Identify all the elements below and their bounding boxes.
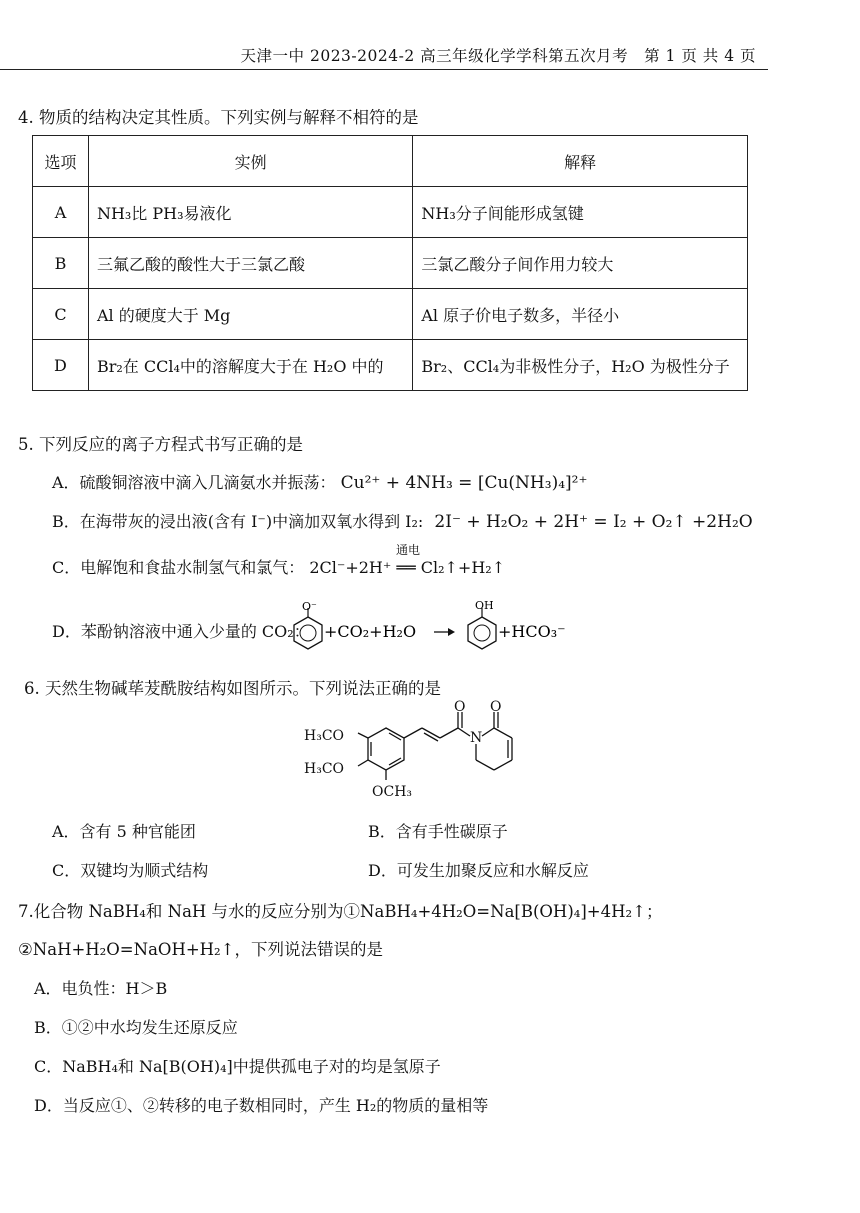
row-option: D <box>33 340 89 391</box>
methoxy-label-1: H₃CO <box>304 728 345 744</box>
row-explain: Al 原子价电子数多，半径小 <box>413 289 748 340</box>
row-explain: NH₃分子间能形成氢键 <box>413 187 748 238</box>
q5-c-condition: 通电 <box>396 543 421 557</box>
q6-stem: 6. 天然生物碱荜茇酰胺结构如图所示。下列说法正确的是 <box>24 679 441 698</box>
q7-option-d: D．当反应①、②转移的电子数相同时，产生 H₂的物质的量相等 <box>34 1096 489 1115</box>
phenoxide-ring-icon <box>294 608 322 649</box>
q5-option-a <box>52 470 587 493</box>
row-option: A <box>33 187 89 238</box>
q5-a-text: A．硫酸铜溶液中滴入几滴氨水并振荡： <box>52 473 336 492</box>
row-example: NH₃比 PH₃易液化 <box>88 187 412 238</box>
row-example: 三氟乙酸的酸性大于三氯乙酸 <box>88 238 412 289</box>
q5-d-text: D．苯酚钠溶液中通入少量的 CO₂： <box>52 622 310 641</box>
nitrogen-label: N <box>470 730 483 746</box>
row-explain: Br₂、CCl₄为非极性分子，H₂O 为极性分子 <box>413 340 748 391</box>
phenol-ring-icon <box>468 608 496 649</box>
oxygen-label-2: O <box>490 700 502 715</box>
piperlongumine-structure <box>300 700 560 810</box>
table-header-row <box>33 136 748 187</box>
header-option: 选项 <box>33 136 89 187</box>
phenol-oh: OH <box>475 600 494 612</box>
q4-stem: 4. 物质的结构决定其性质。下列实例与解释不相符的是 <box>18 108 419 127</box>
q7-stem-line2: ②NaH+H₂O=NaOH+H₂↑，下列说法错误的是 <box>18 940 383 959</box>
q5-b-text: B．在海带灰的浸出液(含有 I⁻)中滴加双氧水得到 I₂: <box>52 512 424 531</box>
q5-c-equation: 2Cl⁻+2H⁺ ══ Cl₂↑+H₂↑ <box>309 558 506 577</box>
reaction-arrow-icon <box>434 628 455 636</box>
row-option: C <box>33 289 89 340</box>
q5-c-text: C．电解饱和食盐水制氢气和氯气： <box>52 558 305 577</box>
q7-option-b: B．①②中水均发生还原反应 <box>34 1018 238 1037</box>
header-example: 实例 <box>88 136 412 187</box>
table-row <box>33 289 748 340</box>
q6-option-a: A．含有 5 种官能团 <box>52 822 196 841</box>
q6-option-d: D．可发生加聚反应和水解反应 <box>368 861 589 880</box>
q6-option-c: C．双键均为顺式结构 <box>52 861 209 880</box>
q6-option-b: B．含有手性碳原子 <box>368 822 508 841</box>
row-example: Al 的硬度大于 Mg <box>88 289 412 340</box>
q5-a-equation: Cu²⁺ + 4NH₃ = [Cu(NH₃)₄]²⁺ <box>340 473 588 493</box>
q5-stem: 5. 下列反应的离子方程式书写正确的是 <box>18 435 303 454</box>
q5-d-equation-left: +CO₂+H₂O <box>324 622 417 641</box>
q7-option-a: A．电负性：H＞B <box>34 979 168 998</box>
q5-b-equation: 2I⁻ + H₂O₂ + 2H⁺ = I₂ + O₂↑ +2H₂O <box>434 512 753 532</box>
q5-option-d <box>52 619 310 642</box>
q7-stem-line1: 7.化合物 NaBH₄和 NaH 与水的反应分别为①NaBH₄+4H₂O=Na[B(OH)₄]+4H₂↑； <box>18 902 663 921</box>
q5-option-c <box>52 555 505 578</box>
q7-option-c: C．NaBH₄和 Na[B(OH)₄]中提供孤电子对的均是氢原子 <box>34 1057 441 1076</box>
q5-option-b <box>52 509 753 532</box>
row-example: Br₂在 CCl₄中的溶解度大于在 H₂O 中的 <box>88 340 412 391</box>
q5-d-equation-graphic <box>292 600 712 660</box>
header-rule <box>0 69 768 70</box>
table-row <box>33 187 748 238</box>
q5-d-equation-right: +HCO₃⁻ <box>498 622 566 641</box>
row-explain: 三氯乙酸分子间作用力较大 <box>413 238 748 289</box>
q4-table <box>32 135 748 391</box>
phenoxide-o: O⁻ <box>302 600 317 613</box>
methoxy-label-3: OCH₃ <box>372 784 413 800</box>
table-row <box>33 238 748 289</box>
oxygen-label-1: O <box>454 700 466 715</box>
header-text: 天津一中 2023-2024-2 高三年级化学学科第五次月考 第 1 页 共 4 页 <box>240 47 756 65</box>
page-header <box>0 0 860 70</box>
table-row <box>33 340 748 391</box>
header-explain: 解释 <box>413 136 748 187</box>
row-option: B <box>33 238 89 289</box>
methoxy-label-2: H₃CO <box>304 761 345 777</box>
